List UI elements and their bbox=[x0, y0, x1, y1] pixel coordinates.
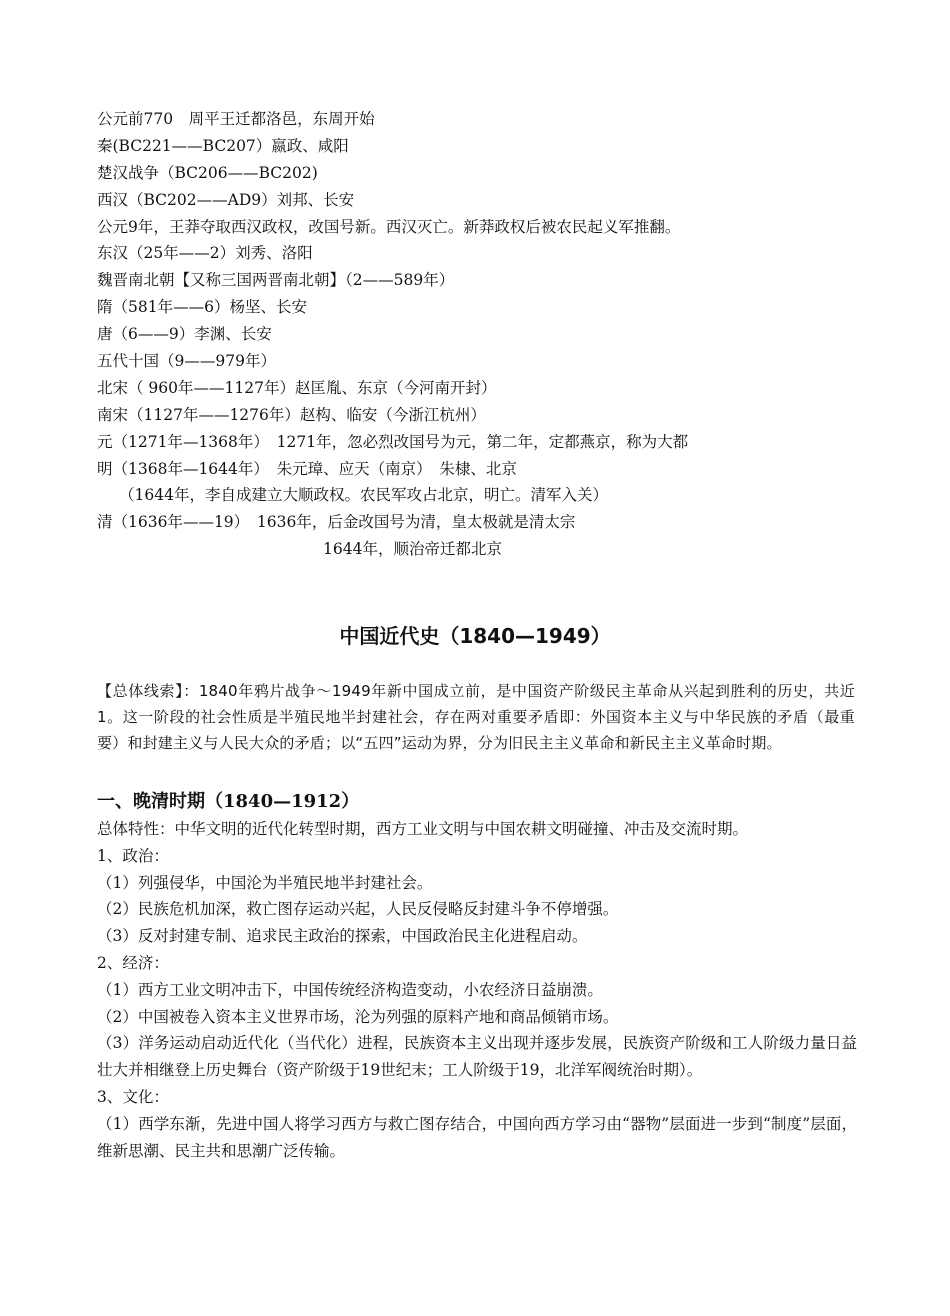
timeline-line: 清（1636年——19） 1636年，后金改国号为清，皇太极就是清太宗 bbox=[97, 513, 576, 532]
late-qing-section bbox=[97, 788, 857, 1164]
politics-item: （1）列强侵华，中国沦为半殖民地半封建社会。 bbox=[97, 873, 433, 892]
timeline-line: 公元9年，王莽夺取西汉政权，改国号新。西汉灭亡。新莽政权后被农民起义军推翻。 bbox=[97, 217, 681, 236]
culture-item: （1）西学东渐，先进中国人将学习西方与救亡图存结合，中国向西方学习由“器物”层面进一步到“制度”层面，维新思潮、民主共和思潮广泛传输。 bbox=[97, 1114, 857, 1160]
timeline-line: 元（1271年—1368年） 1271年，忽必烈改国号为元，第二年，定都燕京，称为大都 bbox=[97, 432, 689, 451]
timeline-line: 隋（581年——6）杨坚、长安 bbox=[97, 298, 307, 317]
dynasty-timeline bbox=[97, 106, 877, 563]
economy-item: （1）西方工业文明冲击下，中国传统经济构造变动，小农经济日益崩溃。 bbox=[97, 980, 603, 999]
politics-label: 1、政治： bbox=[97, 846, 169, 865]
timeline-line: 明（1368年—1644年） 朱元璋、应天（南京） 朱棣、北京 bbox=[97, 459, 517, 478]
timeline-line: 唐（6——9）李渊、长安 bbox=[97, 325, 272, 344]
period-heading: 一、晚清时期（1840—1912） bbox=[97, 791, 360, 812]
politics-item: （2）民族危机加深，救亡图存运动兴起，人民反侵略反封建斗争不停增强。 bbox=[97, 900, 619, 919]
timeline-line: 南宋（1127年——1276年）赵构、临安（今浙江杭州） bbox=[97, 405, 486, 424]
timeline-line: 东汉（25年——2）刘秀、洛阳 bbox=[97, 244, 313, 263]
economy-label: 2、经济： bbox=[97, 953, 169, 972]
timeline-line: 1644年，顺治帝迁都北京 bbox=[323, 540, 502, 559]
overview-paragraph: 【总体线索】：1840年鸦片战争～1949年新中国成立前，是中国资产阶级民主革命从兴起到胜利的历史，共近1。这一阶段的社会性质是半殖民地半封建社会，存在两对重要矛盾即：外国资本主义与中华民族的矛盾（最重要）和封建主义与人民大众的矛盾；以“五四”运动为界，分为旧民主主义革命和新民主主义革命时期。 bbox=[97, 682, 855, 752]
politics-item: （3）反对封建专制、追求民主政治的探索，中国政治民主化进程启动。 bbox=[97, 927, 588, 946]
economy-item: （3）洋务运动启动近代化（当代化）进程，民族资本主义出现并逐步发展，民族资产阶级和工人阶级力量日益壮大并相继登上历史舞台（资产阶级于19世纪末；工人阶级于19，北洋军阀统治时期）。 bbox=[97, 1034, 857, 1080]
timeline-line: 秦(BC221——BC207）嬴政、咸阳 bbox=[97, 136, 349, 155]
timeline-line: 西汉（BC202——AD9）刘邦、长安 bbox=[97, 190, 355, 209]
timeline-line: 公元前770 周平王迁都洛邑，东周开始 bbox=[97, 110, 375, 128]
timeline-line: 五代十国（9——979年） bbox=[97, 352, 276, 371]
timeline-line: 魏晋南北朝【又称三国两晋南北朝】（2——589年） bbox=[97, 271, 455, 290]
timeline-line: 楚汉战争（BC206——BC202) bbox=[97, 163, 318, 182]
timeline-line: 北宋（ 960年——1127年）赵匡胤、东京（今河南开封） bbox=[97, 378, 497, 397]
economy-item: （2）中国被卷入资本主义世界市场，沦为列强的原料产地和商品倾销市场。 bbox=[97, 1007, 619, 1026]
timeline-line: （1644年，李自成建立大顺政权。农民军攻占北京，明亡。清军入关） bbox=[119, 486, 608, 505]
section-title: 中国近代史（1840—1949） bbox=[339, 624, 611, 648]
culture-label: 3、文化： bbox=[97, 1087, 169, 1106]
characteristic-text: 总体特性：中华文明的近代化转型时期，西方工业文明与中国农耕文明碰撞、冲击及交流时期。 bbox=[97, 820, 749, 838]
